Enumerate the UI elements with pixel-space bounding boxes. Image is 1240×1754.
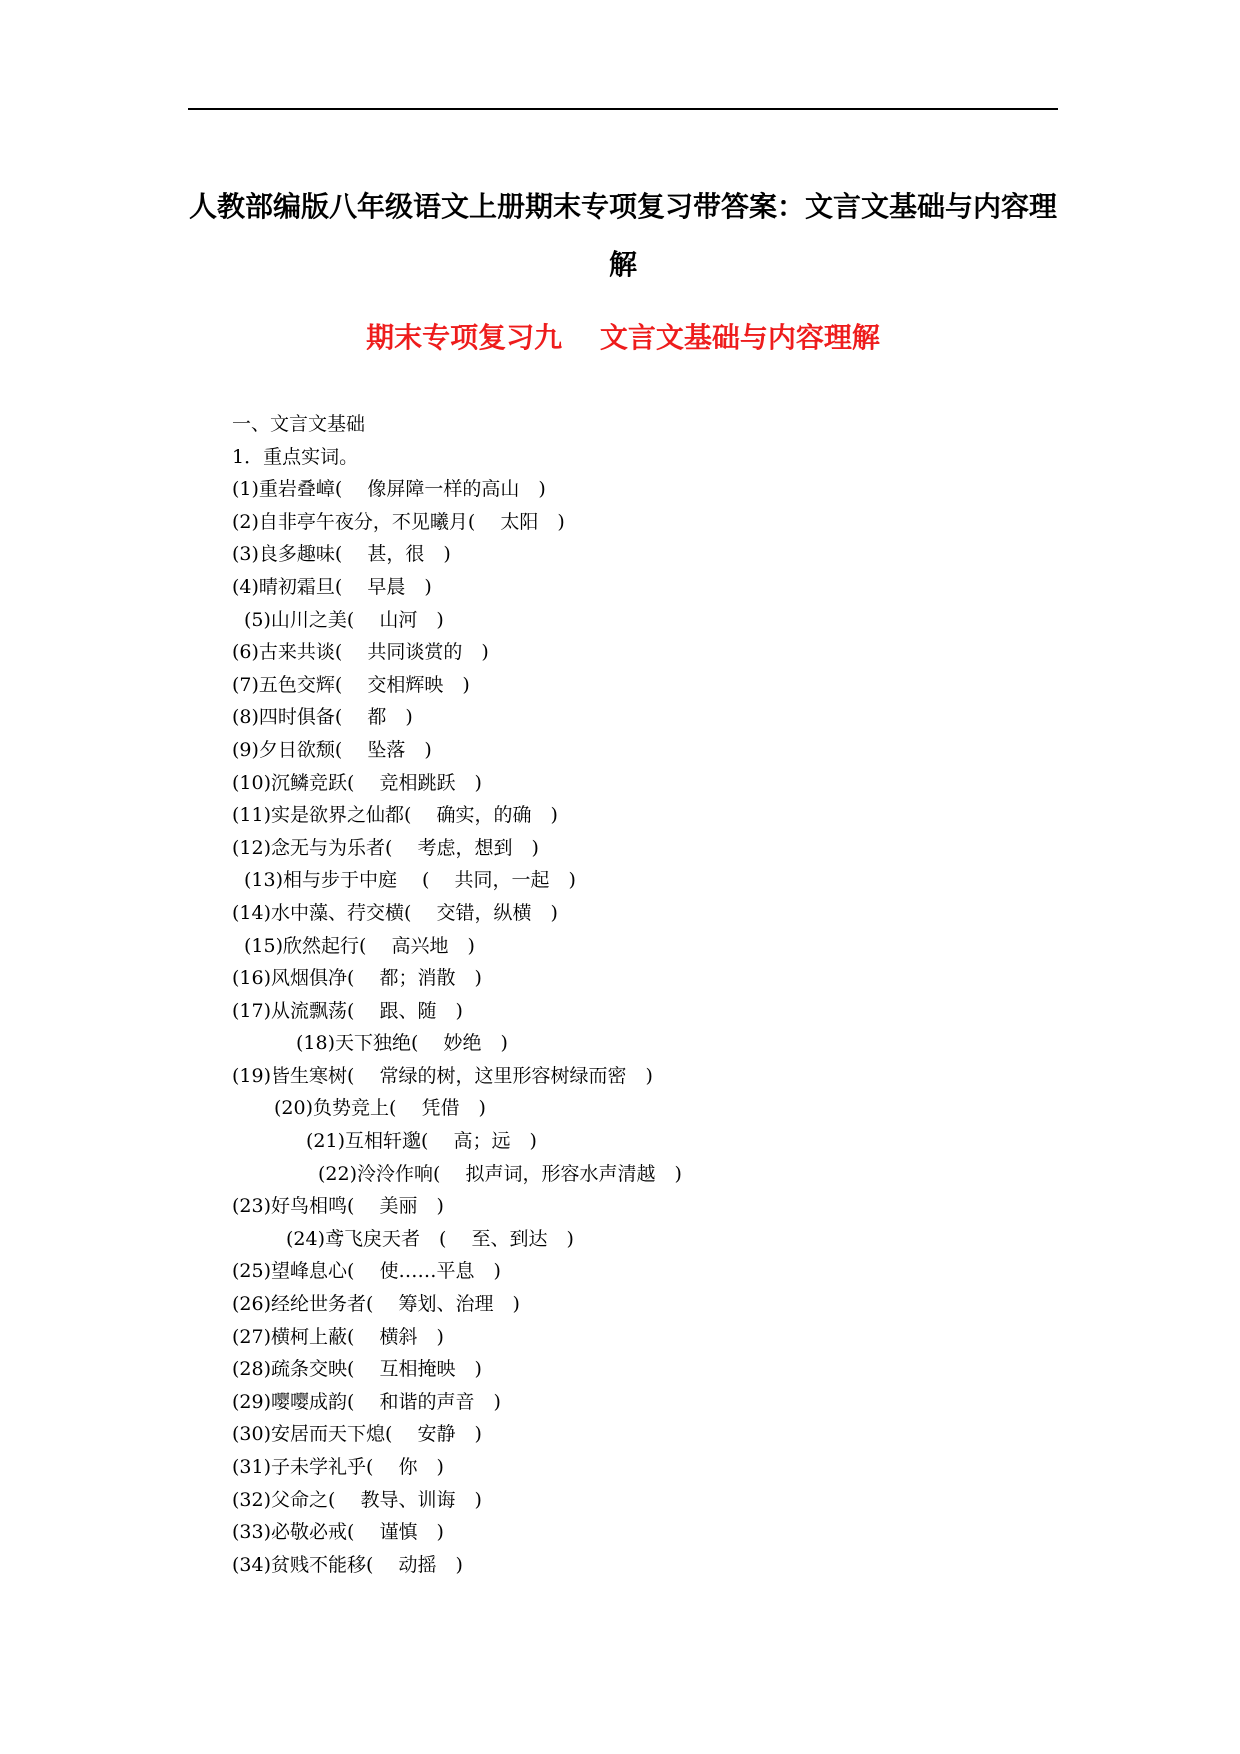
list-item: (29)嘤嘤成韵( 和谐的声音 ) [232,1390,501,1413]
list-item: (2)自非亭午夜分，不见曦月( 太阳 ) [232,510,565,533]
subheading: 1．重点实词。 [232,445,359,468]
part-heading: 一、文言文基础 [232,413,366,435]
content-body [232,408,1052,1581]
list-item: (1)重岩叠嶂( 像屏障一样的高山 ) [232,478,546,501]
list-item: (14)水中藻、荇交横( 交错，纵横 ) [232,901,558,924]
list-item: (33)必敬必戒( 谨慎 ) [232,1521,444,1544]
list-item: (17)从流飘荡( 跟、随 ) [232,999,463,1022]
list-item: (15)欣然起行( 高兴地 ) [244,934,475,957]
list-item: (27)横柯上蔽( 横斜 ) [232,1325,444,1348]
list-item: (21)互相轩邈( 高；远 ) [306,1130,537,1153]
list-item: (26)经纶世务者( 筹划、治理 ) [232,1293,520,1316]
list-item: (25)望峰息心( 使……平息 ) [232,1260,501,1283]
list-item: (34)贫贱不能移( 动摇 ) [232,1553,463,1576]
section-title: 期末专项复习九 文言文基础与内容理解 [366,321,880,354]
document-title: 人教部编版八年级语文上册期末专项复习带答案：文言文基础与内容理解 [188,190,1057,281]
list-item: (24)鸢飞戾天者 ( 至、到达 ) [286,1227,574,1250]
list-item: (10)沉鳞竞跃( 竞相跳跃 ) [232,771,482,794]
list-item: (16)风烟俱净( 都；消散 ) [232,967,482,990]
list-item: (12)念无与为乐者( 考虑，想到 ) [232,836,539,859]
list-item: (28)疏条交映( 互相掩映 ) [232,1358,482,1381]
list-item: (8)四时俱备( 都 ) [232,706,413,729]
list-item: (4)晴初霜旦( 早晨 ) [232,575,432,598]
list-item: (9)夕日欲颓( 坠落 ) [232,738,432,761]
list-item: (31)子未学礼乎( 你 ) [232,1456,444,1478]
list-item: (7)五色交辉( 交相辉映 ) [232,673,470,696]
list-item: (30)安居而天下熄( 安静 ) [232,1423,482,1446]
list-item: (20)负势竞上( 凭借 ) [274,1097,486,1120]
vocabulary-list [232,473,1052,1581]
list-item: (13)相与步于中庭 ( 共同，一起 ) [244,869,576,892]
list-item: (6)古来共谈( 共同谈赏的 ) [232,641,489,664]
list-item: (5)山川之美( 山河 ) [244,608,444,631]
list-item: (32)父命之( 教导、训诲 ) [232,1488,482,1511]
header-rule [188,108,1058,110]
list-item: (19)皆生寒树( 常绿的树，这里形容树绿而密 ) [232,1064,653,1087]
list-item: (22)泠泠作响( 拟声词，形容水声清越 ) [318,1162,682,1185]
list-item: (18)天下独绝( 妙绝 ) [296,1032,508,1055]
list-item: (3)良多趣味( 甚，很 ) [232,543,451,566]
list-item: (23)好鸟相鸣( 美丽 ) [232,1195,444,1218]
list-item: (11)实是欲界之仙都( 确实，的确 ) [232,804,558,827]
